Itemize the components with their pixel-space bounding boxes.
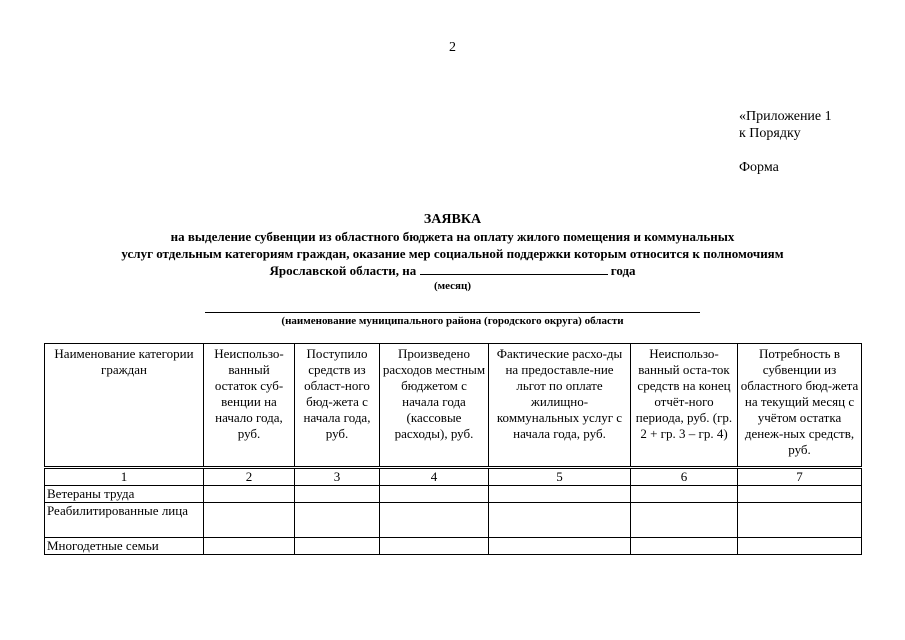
appendix-line-2: к Порядку	[739, 126, 801, 141]
title-block	[0, 211, 905, 294]
header-cell-3: Поступило средств из област-ного бюд-жета с начала года, руб.	[295, 344, 380, 468]
value-cell[interactable]	[489, 503, 631, 538]
column-number-row	[45, 468, 862, 486]
value-cell[interactable]	[489, 486, 631, 503]
column-number: 5	[489, 468, 631, 486]
header-cell-4: Произведено расходов местным бюджетом с начала года (кассовые расходы), руб.	[380, 344, 489, 468]
appendix-line-1: «Приложение 1	[739, 109, 832, 124]
column-number: 2	[204, 468, 295, 486]
page-number: 2	[449, 40, 456, 55]
value-cell[interactable]	[204, 503, 295, 538]
value-cell[interactable]	[204, 538, 295, 555]
appendix-block	[739, 108, 832, 176]
table-row	[45, 486, 862, 503]
value-cell[interactable]	[295, 538, 380, 555]
table-header-row	[45, 344, 862, 468]
table-row	[45, 538, 862, 555]
category-cell: Ветераны труда	[45, 486, 204, 503]
table-row	[45, 503, 862, 538]
value-cell[interactable]	[738, 538, 862, 555]
title-line-3	[0, 262, 905, 279]
column-number: 4	[380, 468, 489, 486]
column-number: 3	[295, 468, 380, 486]
form-label: Форма	[739, 160, 779, 175]
header-cell-5: Фактические расхо-ды на предоставле-ние льгот по оплате жилищно-коммунальных услуг с начала года, руб.	[489, 344, 631, 468]
title-line-1: на выделение субвенции из областного бюджета на оплату жилого помещения и коммунальных	[170, 229, 735, 244]
value-cell[interactable]	[380, 538, 489, 555]
value-cell[interactable]	[380, 503, 489, 538]
value-cell[interactable]	[489, 538, 631, 555]
month-blank-field[interactable]	[420, 262, 608, 275]
month-caption: (месяц)	[433, 280, 471, 292]
header-cell-2: Неиспользо-ванный остаток суб-венции на начало года, руб.	[204, 344, 295, 468]
value-cell[interactable]	[380, 486, 489, 503]
column-number: 7	[738, 468, 862, 486]
value-cell[interactable]	[295, 503, 380, 538]
value-cell[interactable]	[295, 486, 380, 503]
value-cell[interactable]	[738, 486, 862, 503]
document-heading: ЗАЯВКА	[423, 212, 482, 227]
header-cell-6: Неиспользо-ванный оста-ток средств на конец отчёт-ного периода, руб. (гр. 2 + гр. 3 – гр. 4)	[631, 344, 738, 468]
value-cell[interactable]	[631, 538, 738, 555]
value-cell[interactable]	[631, 503, 738, 538]
title-line-2: услуг отдельным категориям граждан, оказание мер социальной поддержки которым относится к полномочиям	[121, 246, 784, 261]
value-cell[interactable]	[204, 486, 295, 503]
value-cell[interactable]	[631, 486, 738, 503]
title-line-3-prefix: Ярославской области, на	[269, 263, 417, 278]
title-line-3-suffix: года	[610, 263, 636, 278]
column-number: 6	[631, 468, 738, 486]
header-cell-7: Потребность в субвенции из областного бюд-жета на текущий месяц с учётом остатка денеж-ных средств, руб.	[738, 344, 862, 468]
category-cell: Реабилитированные лица	[45, 503, 204, 538]
column-number: 1	[45, 468, 204, 486]
municipality-caption: (наименование муниципального района (городского округа) области	[281, 315, 624, 327]
value-cell[interactable]	[738, 503, 862, 538]
category-cell: Многодетные семьи	[45, 538, 204, 555]
header-cell-1: Наименование категории граждан	[45, 344, 204, 468]
request-table	[44, 343, 862, 555]
municipality-blank-field[interactable]	[205, 312, 700, 313]
